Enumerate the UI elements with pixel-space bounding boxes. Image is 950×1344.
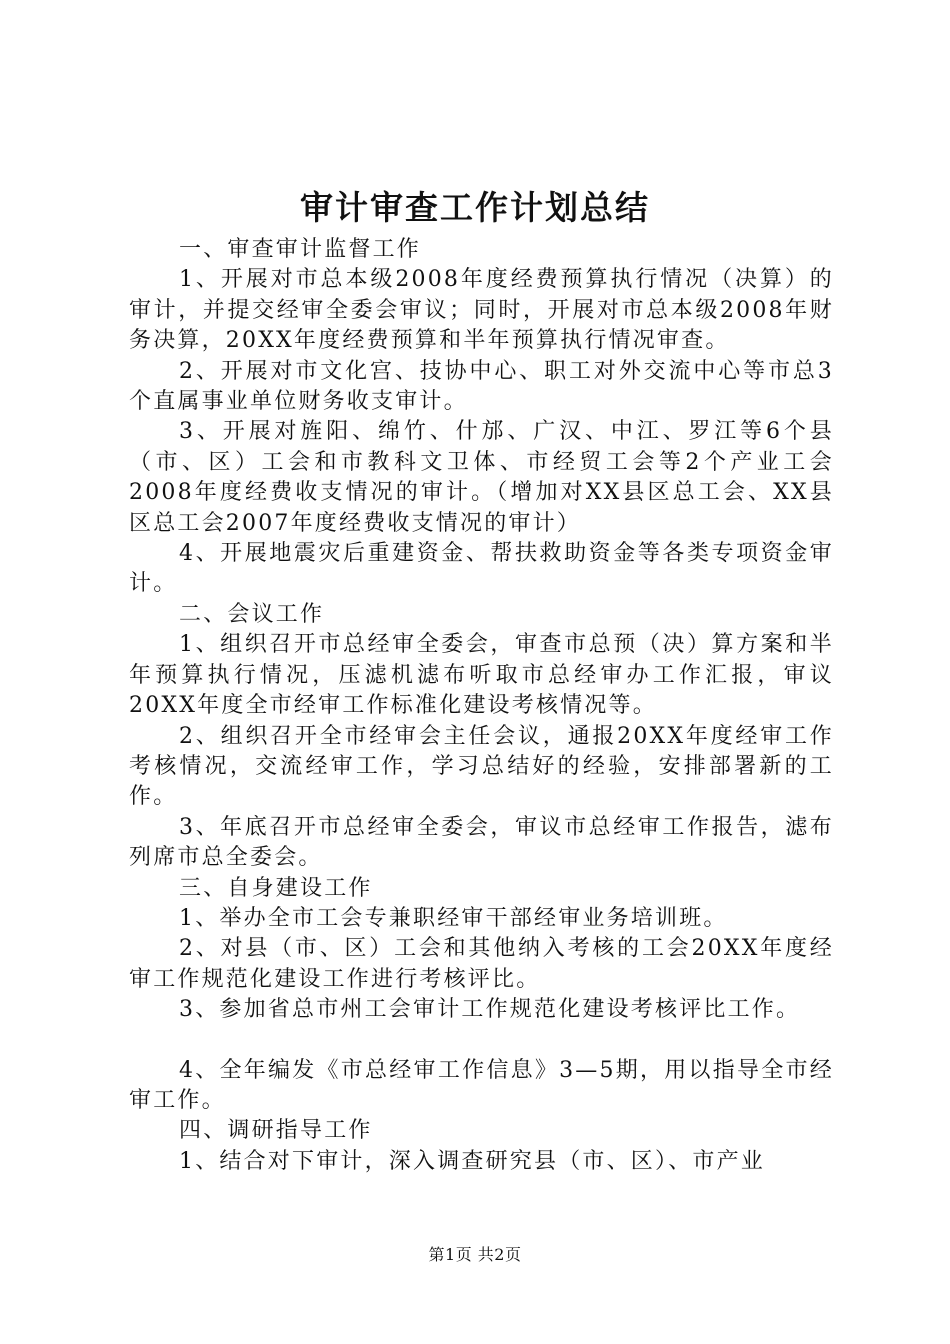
section-heading: 四、调研指导工作 — [179, 1118, 373, 1144]
paragraph: 1、举办全市工会专兼职经审干部经审业务培训班。 — [179, 905, 728, 931]
paragraph: 1、组织召开市总经审全委会，审查市总预（决）算方案和半年预算执行情况，压滤机滤布听取市总经审办工作汇报，审议20XX年度全市经审工作标准化建设考核情况等。 — [129, 632, 834, 719]
paragraph: 3、年底召开市总经审全委会，审议市总经审工作报告，滤布列席市总全委会。 — [129, 814, 834, 871]
document-body — [129, 235, 834, 1177]
paragraph: 3、参加省总市州工会审计工作规范化建设考核评比工作。 — [179, 997, 801, 1023]
page-number-footer: 第1页 共2页 — [428, 1245, 522, 1264]
paragraph: 2、组织召开全市经审会主任会议，通报20XX年度经审工作考核情况，交流经审工作，学习总结好的经验，安排部署新的工作。 — [129, 723, 834, 810]
paragraph: 1、结合对下审计，深入调查研究县（市、区）、市产业 — [179, 1148, 765, 1174]
document-title: 审计审查工作计划总结 — [300, 188, 650, 227]
paragraph: 4、全年编发《市总经审工作信息》3—5期，用以指导全市经审工作。 — [129, 1057, 834, 1113]
paragraph: 2、开展对市文化宫、技协中心、职工对外交流中心等市总3个直属事业单位财务收支审计。 — [129, 358, 834, 415]
paragraph: 4、开展地震灾后重建资金、帮扶救助资金等各类专项资金审计。 — [129, 541, 834, 597]
paragraph: 2、对县（市、区）工会和其他纳入考核的工会20XX年度经审工作规范化建设工作进行考核评比。 — [129, 936, 834, 992]
section-heading: 二、会议工作 — [179, 601, 325, 627]
paragraph: 3、开展对旌阳、绵竹、什邡、广汉、中江、罗江等6个县（市、区）工会和市教科文卫体、市经贸工会等2个产业工会2008年度经费收支情况的审计。（增加对XX县区总工会、XX县区总工会2007年度经费收支情况的审计） — [129, 419, 834, 536]
paragraph: 1、开展对市总本级2008年度经费预算执行情况（决算）的审计，并提交经审全委会审议；同时，开展对市总本级2008年财务决算，20XX年度经费预算和半年预算执行情况审查。 — [129, 267, 834, 354]
section-heading: 一、审查审计监督工作 — [179, 237, 422, 262]
section-heading: 三、自身建设工作 — [179, 875, 373, 901]
